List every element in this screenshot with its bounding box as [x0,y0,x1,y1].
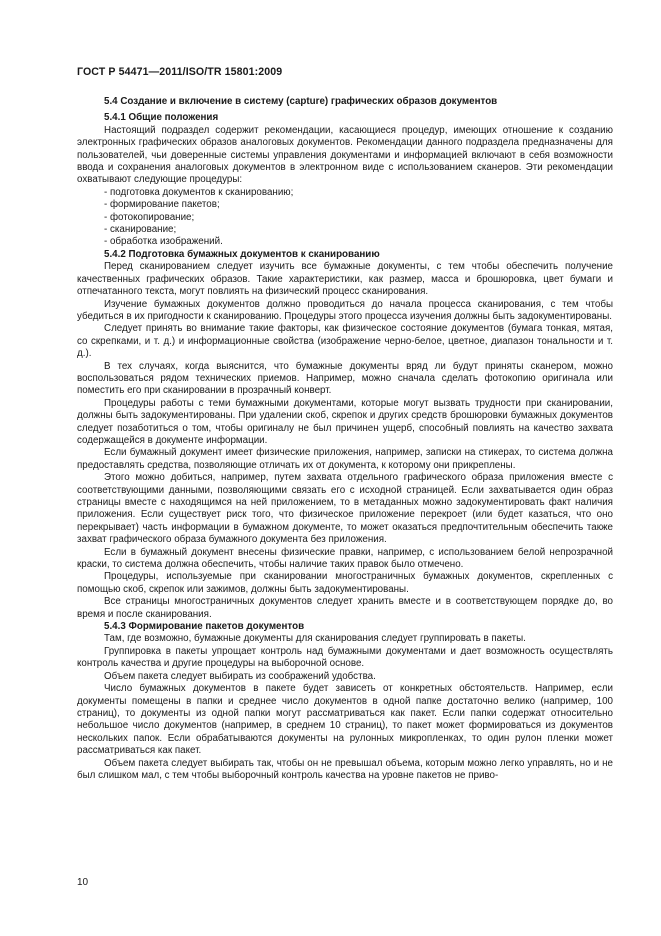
paragraph: Там, где возможно, бумажные документы для сканирования следует группировать в пакеты. [104,633,526,645]
paragraph: Следует принять во внимание такие факторы, как физическое состояние документов (бумага тонкая, мятая, со скрепками, и т. д.) и информационные свойства (изображение черно-белое, цветное, диапазон тональности и т. д.). [77,323,613,360]
paragraph: Число бумажных документов в пакете будет зависеть от конкретных обстоятельств. Например, если документы помещены в папки и среднее число документов в одной папке достаточно велико (например, 100 страниц), то документы из одной папки могут рассматриваться как пакет. Если папки содержат относительно небольшое число документов (например, в среднем 10 страниц), то пакет может формироваться из документов нескольких папок. Если обрабатываются документы на рулонных микропленках, то один рулон пленки может рассматриваться как пакет. [77,683,613,757]
paragraph: Перед сканированием следует изучить все бумажные документы, с тем чтобы обеспечить получение качественных графических образов. Такие характеристики, как размер, масса и брошюровка, цвет бумаги и отпечатанного текста, могут повлиять на физический процесс сканирования. [77,261,613,298]
list-item: - сканирование; [104,224,177,236]
subsection-heading-5-4-2: 5.4.2 Подготовка бумажных документов к сканированию [104,248,380,260]
subsection-heading-5-4-1: 5.4.1 Общие положения [104,112,219,124]
paragraph: Объем пакета следует выбирать так, чтобы он не превышал объема, которым можно легко управлять, но и не был слишком мал, с тем чтобы выборочный контроль качества на уровне пакетов не приво- [77,757,613,781]
list-item: - подготовка документов к сканированию; [104,186,294,198]
list-item: - фотокопирование; [104,211,195,223]
paragraph: Этого можно добиться, например, путем захвата отдельного графического образа приложения вместе с соответствующими данными, позволяющими связать его с исходной страницей. Если захватывается один образ страницы вместе с находящимся на ней приложением, то в метаданных можно задокументировать факт наличия приложения. Если существует риск того, что физическое приложение перекроет (или будет казаться, что оно перекрывает) часть информации в бумажном документе, то может оказаться предпочтительным обеспечить также захват графического образа бумажного документа без приложения. [77,472,613,546]
section-heading: 5.4 Создание и включение в систему (capture) графических образов документов [104,96,498,107]
paragraph: Все страницы многостраничных документов следует хранить вместе и в соответствующем порядке до, во время и после сканирования. [77,596,613,620]
subsection-heading-5-4-3: 5.4.3 Формирование пакетов документов [104,621,305,633]
paragraph: Если бумажный документ имеет физические приложения, например, записки на стикерах, то система должна предоставлять средства, позволяющие отличать их от документа, к которому они прикреплены. [77,447,613,471]
page-content [77,96,613,782]
paragraph: В тех случаях, когда выяснится, что бумажные документы вряд ли будут приняты сканером, можно воспользоваться рядом технических приемов. Например, можно сначала сделать фотокопию оригинала или поместить его при сканировании в прозрачный конверт. [77,360,613,397]
paragraph: Объем пакета следует выбирать из соображений удобства. [104,670,376,682]
paragraph: Изучение бумажных документов должно проводиться до начала процесса сканирования, с тем чтобы убедиться в их пригодности к сканированию. Процедуры этого процесса изучения должны быть задокументированы. [77,298,613,322]
paragraph: Группировка в пакеты упрощает контроль над бумажными документами и дает возможность осуществлять контроль качества и другие процедуры на выборочной основе. [77,645,613,670]
document-header: ГОСТ Р 54471—2011/ISO/TR 15801:2009 [77,66,283,78]
paragraph: Процедуры работы с теми бумажными документами, которые могут вызвать трудности при сканировании, должны быть задокументированы. При удалении скоб, скрепок и других средств брошюровки бумажных документов следует позаботиться о том, чтобы оригиналу не был причинен ущерб, способный повлиять на качество захвата содержащейся в документе информации. [77,397,613,446]
list-item: - формирование пакетов; [104,199,220,211]
paragraph: Если в бумажный документ внесены физические правки, например, с использованием белой непрозрачной краски, то система должна обеспечить, чтобы наличие таких правок было отмечено. [77,546,613,571]
page-number: 10 [77,877,89,888]
paragraph: Настоящий подраздел содержит рекомендации, касающиеся процедур, имеющих отношение к созданию электронных графических образов аналоговых документов. Рекомендации данного подраздела предназначены для пользователей, чьи доверенные системы управления документами и информацией включают в себя возможности ввода и сохранения аналоговых документов в электронном виде с использованием сканеров. Эти рекомендации охватывают следующие процедуры: [77,124,613,186]
list-item: - обработка изображений. [104,236,223,248]
paragraph: Процедуры, используемые при сканировании многостраничных бумажных документов, скрепленных с помощью скоб, скрепок или зажимов, должны быть задокументированы. [77,571,613,595]
